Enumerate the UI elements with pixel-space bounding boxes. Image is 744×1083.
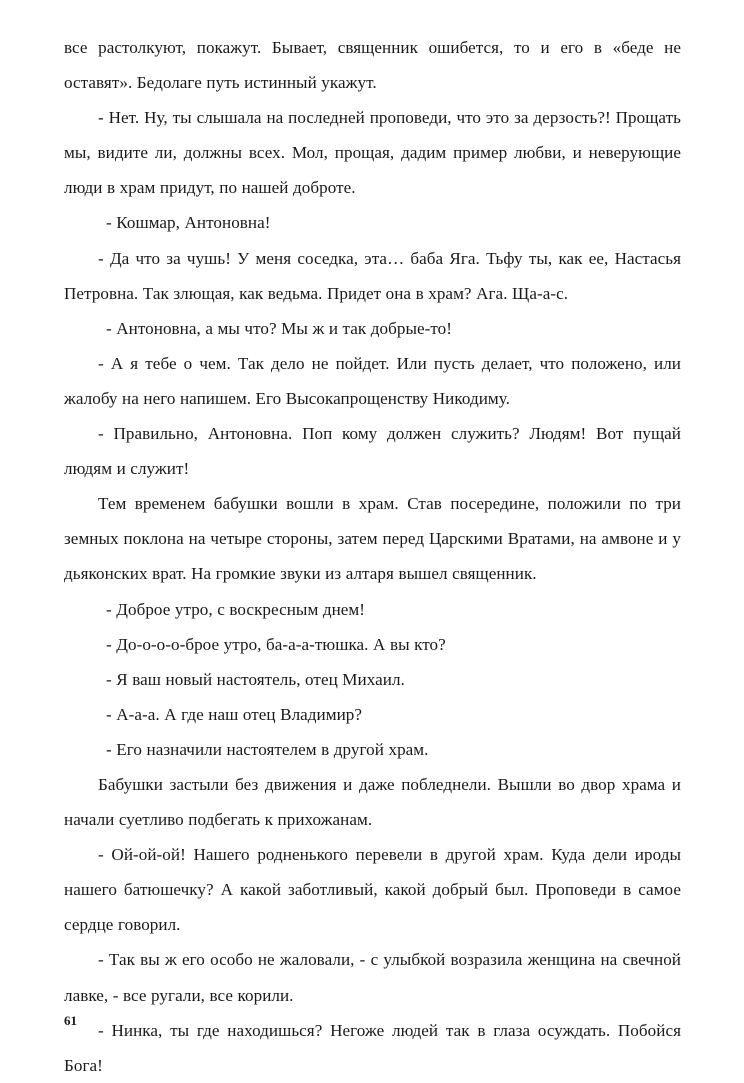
paragraph: Бабушки застыли без движения и даже побледнели. Вышли во двор храма и начали суетливо подбегать к прихожанам. — [64, 774, 681, 830]
page-number: 61 — [64, 1013, 77, 1028]
paragraph: - До-о-о-о-брое утро, ба-а-а-тюшка. А вы кто? — [106, 634, 446, 654]
paragraph: - А я тебе о чем. Так дело не пойдет. Или пусть делает, что положено, или жалобу на него напишем. Его Высокапрощенству Никодиму. — [64, 353, 681, 408]
paragraph: - Нинка, ты где находишься? Негоже людей так в глаза осуждать. Побойся Бога! — [64, 1020, 681, 1075]
paragraph: - Антоновна, а мы что? Мы ж и так добрые-то! — [106, 318, 453, 338]
paragraph: - А-а-а. А где наш отец Владимир? — [106, 704, 363, 724]
paragraph: - Так вы ж его особо не жаловали, - с улыбкой возразила женщина на свечной лавке, - все ругали, все корили. — [64, 950, 681, 1005]
paragraph: - Я ваш новый настоятель, отец Михаил. — [106, 669, 405, 689]
paragraph: - Правильно, Антоновна. Поп кому должен служить? Людям! Вот пущай людям и служит! — [64, 424, 681, 479]
paragraph: - Да что за чушь! У меня соседка, эта… баба Яга. Тьфу ты, как ее, Настасья Петровна. Так злющая, как ведьма. Придет она в храм? Ага. Ща-а-с. — [64, 248, 681, 303]
paragraph: - Нет. Ну, ты слышала на последней проповеди, что это за дерзость?! Прощать мы, видите ли, должны всех. Мол, прощая, дадим пример любви, и неверующие люди в храм придут, по нашей доброте. — [64, 108, 681, 198]
paragraph: - Его назначили настоятелем в другой храм. — [106, 739, 429, 759]
paragraph: - Доброе утро, с воскресным днем! — [106, 599, 366, 619]
paragraph: - Кошмар, Антоновна! — [106, 213, 271, 233]
paragraph: Тем временем бабушки вошли в храм. Став посередине, положили по три земных поклона на четыре стороны, затем перед Царскими Вратами, на амвоне и у дьяконских врат. На громкие звуки из алтаря вышел священник. — [64, 494, 681, 584]
paragraph: - Ой-ой-ой! Нашего родненького перевели в другой храм. Куда дели ироды нашего батюшечку? А какой заботливый, какой добрый был. Проповеди в самое сердце говорил. — [64, 845, 681, 935]
page-text-body — [64, 30, 681, 1083]
paragraph: все растолкуют, покажут. Бывает, священник ошибется, то и его в «беде не оставят». Бедолаге путь истинный укажут. — [64, 38, 681, 93]
